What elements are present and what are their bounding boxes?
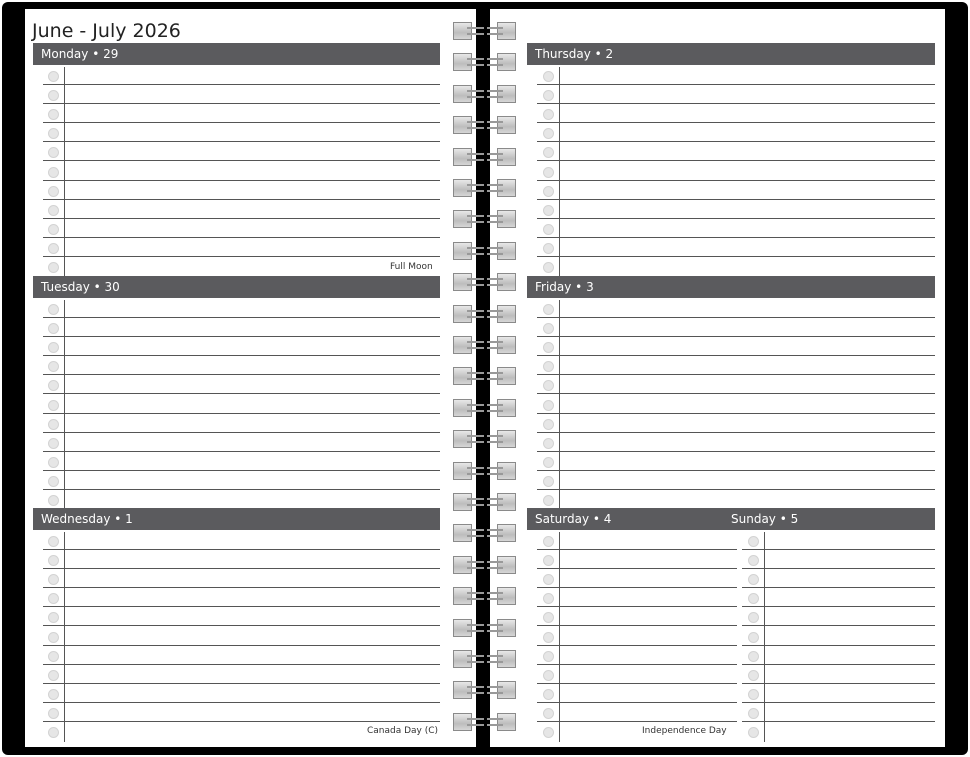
ring-right-loop — [497, 556, 516, 574]
ring-right-loop — [497, 305, 516, 323]
ring-left-loop — [453, 681, 472, 699]
checkbox-circle[interactable] — [543, 536, 554, 547]
checkbox-circle[interactable] — [543, 71, 554, 82]
ring-right-loop — [497, 524, 516, 542]
ring-right-loop — [497, 462, 516, 480]
writing-line[interactable] — [537, 606, 737, 607]
writing-line[interactable] — [537, 432, 935, 433]
writing-line[interactable] — [537, 84, 935, 85]
checkbox-circle[interactable] — [48, 400, 59, 411]
writing-line[interactable] — [43, 237, 440, 238]
writing-line[interactable] — [43, 432, 440, 433]
writing-line[interactable] — [43, 160, 440, 161]
ring-left-loop — [453, 53, 472, 71]
writing-line[interactable] — [537, 355, 935, 356]
ring-right-loop — [497, 493, 516, 511]
checkbox-circle[interactable] — [48, 419, 59, 430]
checkbox-circle[interactable] — [48, 243, 59, 254]
note-saturday: Independence Day — [642, 726, 727, 736]
writing-line[interactable] — [537, 256, 935, 257]
day-label-friday: Friday • 3 — [535, 280, 594, 294]
writing-line[interactable] — [43, 317, 440, 318]
page-title: June - July 2026 — [32, 20, 181, 42]
ring-right-loop — [497, 619, 516, 637]
checkbox-circle[interactable] — [543, 205, 554, 216]
ring-left-loop — [453, 179, 472, 197]
writing-line[interactable] — [742, 702, 935, 703]
ring-right-loop — [497, 713, 516, 731]
checkbox-circle[interactable] — [48, 495, 59, 506]
writing-line[interactable] — [537, 451, 935, 452]
writing-line[interactable] — [537, 702, 737, 703]
ring-right-loop — [497, 85, 516, 103]
checkbox-circle[interactable] — [543, 262, 554, 273]
writing-line[interactable] — [43, 489, 440, 490]
writing-line[interactable] — [537, 199, 935, 200]
writing-line[interactable] — [742, 568, 935, 569]
checkbox-circle[interactable] — [48, 71, 59, 82]
checkbox-circle[interactable] — [48, 689, 59, 700]
day-label-tuesday: Tuesday • 30 — [41, 280, 120, 294]
ring-left-loop — [453, 524, 472, 542]
ring-left-loop — [453, 619, 472, 637]
ring-left-loop — [453, 336, 472, 354]
writing-line[interactable] — [537, 374, 935, 375]
day-label-monday: Monday • 29 — [41, 47, 119, 61]
checkbox-circle[interactable] — [48, 186, 59, 197]
writing-line[interactable] — [537, 336, 935, 337]
ring-right-loop — [497, 242, 516, 260]
writing-line[interactable] — [537, 237, 935, 238]
checkbox-circle[interactable] — [543, 457, 554, 468]
writing-line[interactable] — [537, 122, 935, 123]
checkbox-circle[interactable] — [543, 167, 554, 178]
ring-right-loop — [497, 210, 516, 228]
ring-left-loop — [453, 242, 472, 260]
ring-left-loop — [453, 462, 472, 480]
writing-line[interactable] — [43, 625, 440, 626]
checkbox-circle[interactable] — [748, 727, 759, 738]
writing-line[interactable] — [742, 664, 935, 665]
day-label-wednesday: Wednesday • 1 — [41, 512, 133, 526]
checkbox-circle[interactable] — [48, 670, 59, 681]
ring-left-loop — [453, 305, 472, 323]
writing-line[interactable] — [742, 587, 935, 588]
day-header-tuesday — [33, 276, 440, 298]
writing-line[interactable] — [537, 721, 737, 722]
writing-line[interactable] — [43, 84, 440, 85]
ring-right-loop — [497, 53, 516, 71]
checkbox-circle[interactable] — [543, 651, 554, 662]
day-label-saturday: Saturday • 4 — [535, 512, 612, 526]
checkbox-circle[interactable] — [48, 304, 59, 315]
checkbox-circle[interactable] — [543, 304, 554, 315]
writing-line[interactable] — [43, 451, 440, 452]
checkbox-circle[interactable] — [543, 400, 554, 411]
checkbox-circle[interactable] — [543, 727, 554, 738]
writing-line[interactable] — [742, 683, 935, 684]
ring-left-loop — [453, 493, 472, 511]
writing-line[interactable] — [43, 413, 440, 414]
writing-line[interactable] — [43, 256, 440, 257]
writing-line[interactable] — [43, 180, 440, 181]
writing-line[interactable] — [537, 489, 935, 490]
checkbox-circle[interactable] — [48, 167, 59, 178]
writing-line[interactable] — [537, 683, 737, 684]
writing-line[interactable] — [43, 122, 440, 123]
checkbox-circle[interactable] — [48, 476, 59, 487]
writing-line[interactable] — [537, 413, 935, 414]
checkbox-circle[interactable] — [48, 438, 59, 449]
checkbox-circle[interactable] — [748, 536, 759, 547]
note-wednesday: Canada Day (C) — [367, 726, 439, 736]
checkbox-circle[interactable] — [543, 476, 554, 487]
writing-line[interactable] — [43, 683, 440, 684]
ring-left-loop — [453, 273, 472, 291]
ring-left-loop — [453, 556, 472, 574]
writing-line[interactable] — [537, 103, 935, 104]
ring-right-loop — [497, 116, 516, 134]
ring-left-loop — [453, 650, 472, 668]
ring-right-loop — [497, 22, 516, 40]
writing-line[interactable] — [43, 702, 440, 703]
day-header-monday — [33, 43, 440, 65]
checkbox-circle[interactable] — [543, 224, 554, 235]
writing-line[interactable] — [43, 549, 440, 550]
writing-line[interactable] — [43, 587, 440, 588]
margin-rule — [559, 300, 560, 510]
ring-right-loop — [497, 587, 516, 605]
ring-right-loop — [497, 179, 516, 197]
writing-line[interactable] — [43, 218, 440, 219]
margin-rule — [559, 532, 560, 742]
checkbox-circle[interactable] — [748, 708, 759, 719]
writing-line[interactable] — [537, 218, 935, 219]
checkbox-circle[interactable] — [48, 262, 59, 273]
writing-line[interactable] — [537, 625, 737, 626]
writing-line[interactable] — [43, 664, 440, 665]
writing-line[interactable] — [43, 355, 440, 356]
checkbox-circle[interactable] — [543, 438, 554, 449]
margin-rule — [559, 67, 560, 277]
checkbox-circle[interactable] — [543, 670, 554, 681]
checkbox-circle[interactable] — [48, 536, 59, 547]
ring-left-loop — [453, 430, 472, 448]
ring-right-loop — [497, 273, 516, 291]
writing-line[interactable] — [742, 721, 935, 722]
ring-right-loop — [497, 399, 516, 417]
writing-line[interactable] — [537, 568, 737, 569]
ring-left-loop — [453, 148, 472, 166]
writing-line[interactable] — [43, 199, 440, 200]
ring-right-loop — [497, 148, 516, 166]
margin-rule — [64, 532, 65, 742]
checkbox-circle[interactable] — [543, 632, 554, 643]
writing-line[interactable] — [742, 549, 935, 550]
ring-left-loop — [453, 85, 472, 103]
checkbox-circle[interactable] — [543, 419, 554, 430]
checkbox-circle[interactable] — [748, 632, 759, 643]
ring-left-loop — [453, 116, 472, 134]
writing-line[interactable] — [537, 645, 737, 646]
writing-line[interactable] — [43, 336, 440, 337]
checkbox-circle[interactable] — [48, 708, 59, 719]
checkbox-circle[interactable] — [543, 243, 554, 254]
writing-line[interactable] — [537, 587, 737, 588]
ring-right-loop — [497, 430, 516, 448]
writing-line[interactable] — [742, 606, 935, 607]
checkbox-circle[interactable] — [748, 670, 759, 681]
writing-line[interactable] — [43, 721, 440, 722]
writing-line[interactable] — [537, 180, 935, 181]
writing-line[interactable] — [43, 645, 440, 646]
day-header-saturday — [527, 508, 935, 530]
writing-line[interactable] — [537, 393, 935, 394]
margin-rule — [64, 300, 65, 510]
writing-line[interactable] — [742, 645, 935, 646]
ring-left-loop — [453, 22, 472, 40]
ring-left-loop — [453, 713, 472, 731]
checkbox-circle[interactable] — [48, 457, 59, 468]
writing-line[interactable] — [43, 103, 440, 104]
writing-line[interactable] — [537, 317, 935, 318]
margin-rule — [764, 532, 765, 742]
ring-left-loop — [453, 587, 472, 605]
writing-line[interactable] — [537, 160, 935, 161]
margin-rule — [64, 67, 65, 277]
ring-right-loop — [497, 650, 516, 668]
writing-line[interactable] — [537, 141, 935, 142]
checkbox-circle[interactable] — [48, 651, 59, 662]
ring-left-loop — [453, 367, 472, 385]
note-monday: Full Moon — [390, 262, 433, 272]
writing-line[interactable] — [43, 606, 440, 607]
ring-left-loop — [453, 399, 472, 417]
day-label-thursday: Thursday • 2 — [535, 47, 614, 61]
checkbox-circle[interactable] — [543, 495, 554, 506]
checkbox-circle[interactable] — [543, 708, 554, 719]
left-page — [25, 9, 476, 747]
checkbox-circle[interactable] — [543, 689, 554, 700]
writing-line[interactable] — [43, 374, 440, 375]
day-header-thursday — [527, 43, 935, 65]
ring-right-loop — [497, 336, 516, 354]
checkbox-circle[interactable] — [748, 689, 759, 700]
day-header-wednesday — [33, 508, 440, 530]
writing-line[interactable] — [43, 568, 440, 569]
writing-line[interactable] — [537, 664, 737, 665]
ring-left-loop — [453, 210, 472, 228]
ring-right-loop — [497, 681, 516, 699]
day-header-friday — [527, 276, 935, 298]
ring-right-loop — [497, 367, 516, 385]
writing-line[interactable] — [43, 141, 440, 142]
checkbox-circle[interactable] — [48, 224, 59, 235]
day-label-sunday: Sunday • 5 — [731, 512, 799, 526]
checkbox-circle[interactable] — [543, 186, 554, 197]
checkbox-circle[interactable] — [48, 632, 59, 643]
writing-line[interactable] — [537, 470, 935, 471]
writing-line[interactable] — [537, 549, 737, 550]
writing-line[interactable] — [43, 470, 440, 471]
checkbox-circle[interactable] — [48, 727, 59, 738]
writing-line[interactable] — [43, 393, 440, 394]
checkbox-circle[interactable] — [48, 205, 59, 216]
writing-line[interactable] — [742, 625, 935, 626]
gutter-line — [484, 9, 487, 747]
checkbox-circle[interactable] — [748, 651, 759, 662]
